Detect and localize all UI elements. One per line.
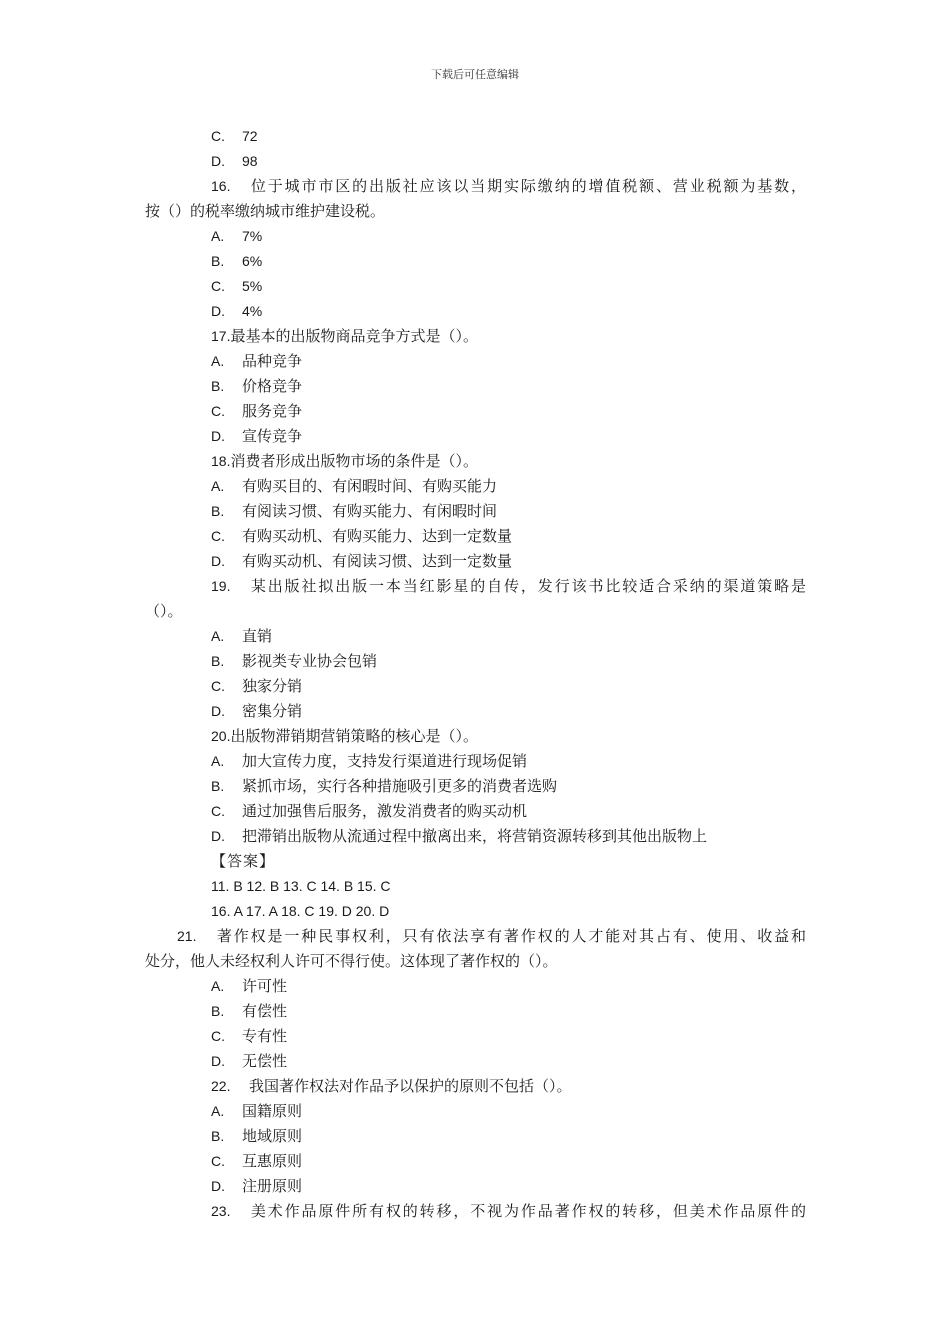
question-18: 18.消费者形成出版物市场的条件是（）。 bbox=[211, 452, 478, 470]
option-q16-b: B. 6% bbox=[211, 253, 263, 269]
question-20: 20.出版物滞销期营销策略的核心是（）。 bbox=[211, 727, 478, 745]
option-q21-d: D. 无偿性 bbox=[211, 1052, 288, 1070]
option-q16-a: A. 7% bbox=[211, 228, 263, 244]
option-q22-c: C. 互惠原则 bbox=[211, 1152, 303, 1170]
option-q19-a: A. 直销 bbox=[211, 627, 273, 645]
option-q20-a: A. 加大宣传力度，支持发行渠道进行现场促销 bbox=[211, 752, 528, 770]
question-16-cont: 按（）的税率缴纳城市维护建设税。 bbox=[145, 202, 386, 220]
option-q20-d: D. 把滞销出版物从流通过程中撤离出来，将营销资源转移到其他出版物上 bbox=[211, 827, 708, 845]
question-21: 21. 著作权是一种民事权利，只有依法享有著作权的人才能对其占有、使用、收益和 bbox=[177, 927, 806, 945]
option-q19-d: D. 密集分销 bbox=[211, 702, 303, 720]
question-22: 22. 我国著作权法对作品予以保护的原则不包括（）。 bbox=[211, 1077, 572, 1095]
option-q22-d: D. 注册原则 bbox=[211, 1177, 303, 1195]
option-q19-c: C. 独家分销 bbox=[211, 677, 303, 695]
option-q18-a: A. 有购买目的、有闲暇时间、有购买能力 bbox=[211, 477, 498, 495]
question-21-cont: 处分，他人未经权利人许可不得行使。这体现了著作权的（）。 bbox=[145, 952, 558, 970]
answers-row-2: 16. A 17. A 18. C 19. D 20. D bbox=[211, 903, 390, 919]
option-q17-d: D. 宣传竞争 bbox=[211, 427, 303, 445]
option-q21-a: A. 许可性 bbox=[211, 977, 288, 995]
option-q18-d: D. 有购买动机、有阅读习惯、达到一定数量 bbox=[211, 552, 513, 570]
option-q21-b: B. 有偿性 bbox=[211, 1002, 288, 1020]
question-19: 19. 某出版社拟出版一本当红影星的自传，发行该书比较适合采纳的渠道策略是 bbox=[211, 577, 806, 595]
option-q20-c: C. 通过加强售后服务，激发消费者的购买动机 bbox=[211, 802, 528, 820]
option-q18-b: B. 有阅读习惯、有购买能力、有闲暇时间 bbox=[211, 502, 498, 520]
option-q22-a: A. 国籍原则 bbox=[211, 1102, 303, 1120]
question-23: 23. 美术作品原件所有权的转移，不视为作品著作权的转移，但美术作品原件的 bbox=[211, 1202, 806, 1220]
option-q22-b: B. 地域原则 bbox=[211, 1127, 303, 1145]
page-header: 下载后可任意编辑 bbox=[431, 68, 519, 81]
option-q21-c: C. 专有性 bbox=[211, 1027, 288, 1045]
option-q19-b: B. 影视类专业协会包销 bbox=[211, 652, 378, 670]
option-q18-c: C. 有购买动机、有购买能力、达到一定数量 bbox=[211, 527, 513, 545]
option-q17-a: A. 品种竞争 bbox=[211, 352, 303, 370]
option-q17-c: C. 服务竞争 bbox=[211, 402, 303, 420]
question-16: 16. 位于城市市区的出版社应该以当期实际缴纳的增值税额、营业税额为基数， bbox=[211, 177, 806, 195]
option-q16-c: C. 5% bbox=[211, 278, 263, 294]
question-17: 17.最基本的出版物商品竞争方式是（）。 bbox=[211, 327, 478, 345]
option-q17-b: B. 价格竞争 bbox=[211, 377, 303, 395]
answers-heading: 【答案】 bbox=[211, 852, 276, 870]
option-q16-d: D. 4% bbox=[211, 303, 263, 319]
option-q15-d: D. 98 bbox=[211, 153, 258, 169]
option-q20-b: B. 紧抓市场，实行各种措施吸引更多的消费者选购 bbox=[211, 777, 558, 795]
answers-row-1: 11. B 12. B 13. C 14. B 15. C bbox=[211, 878, 391, 894]
option-q15-c: C. 72 bbox=[211, 128, 258, 144]
question-19-cont: （）。 bbox=[145, 602, 183, 620]
